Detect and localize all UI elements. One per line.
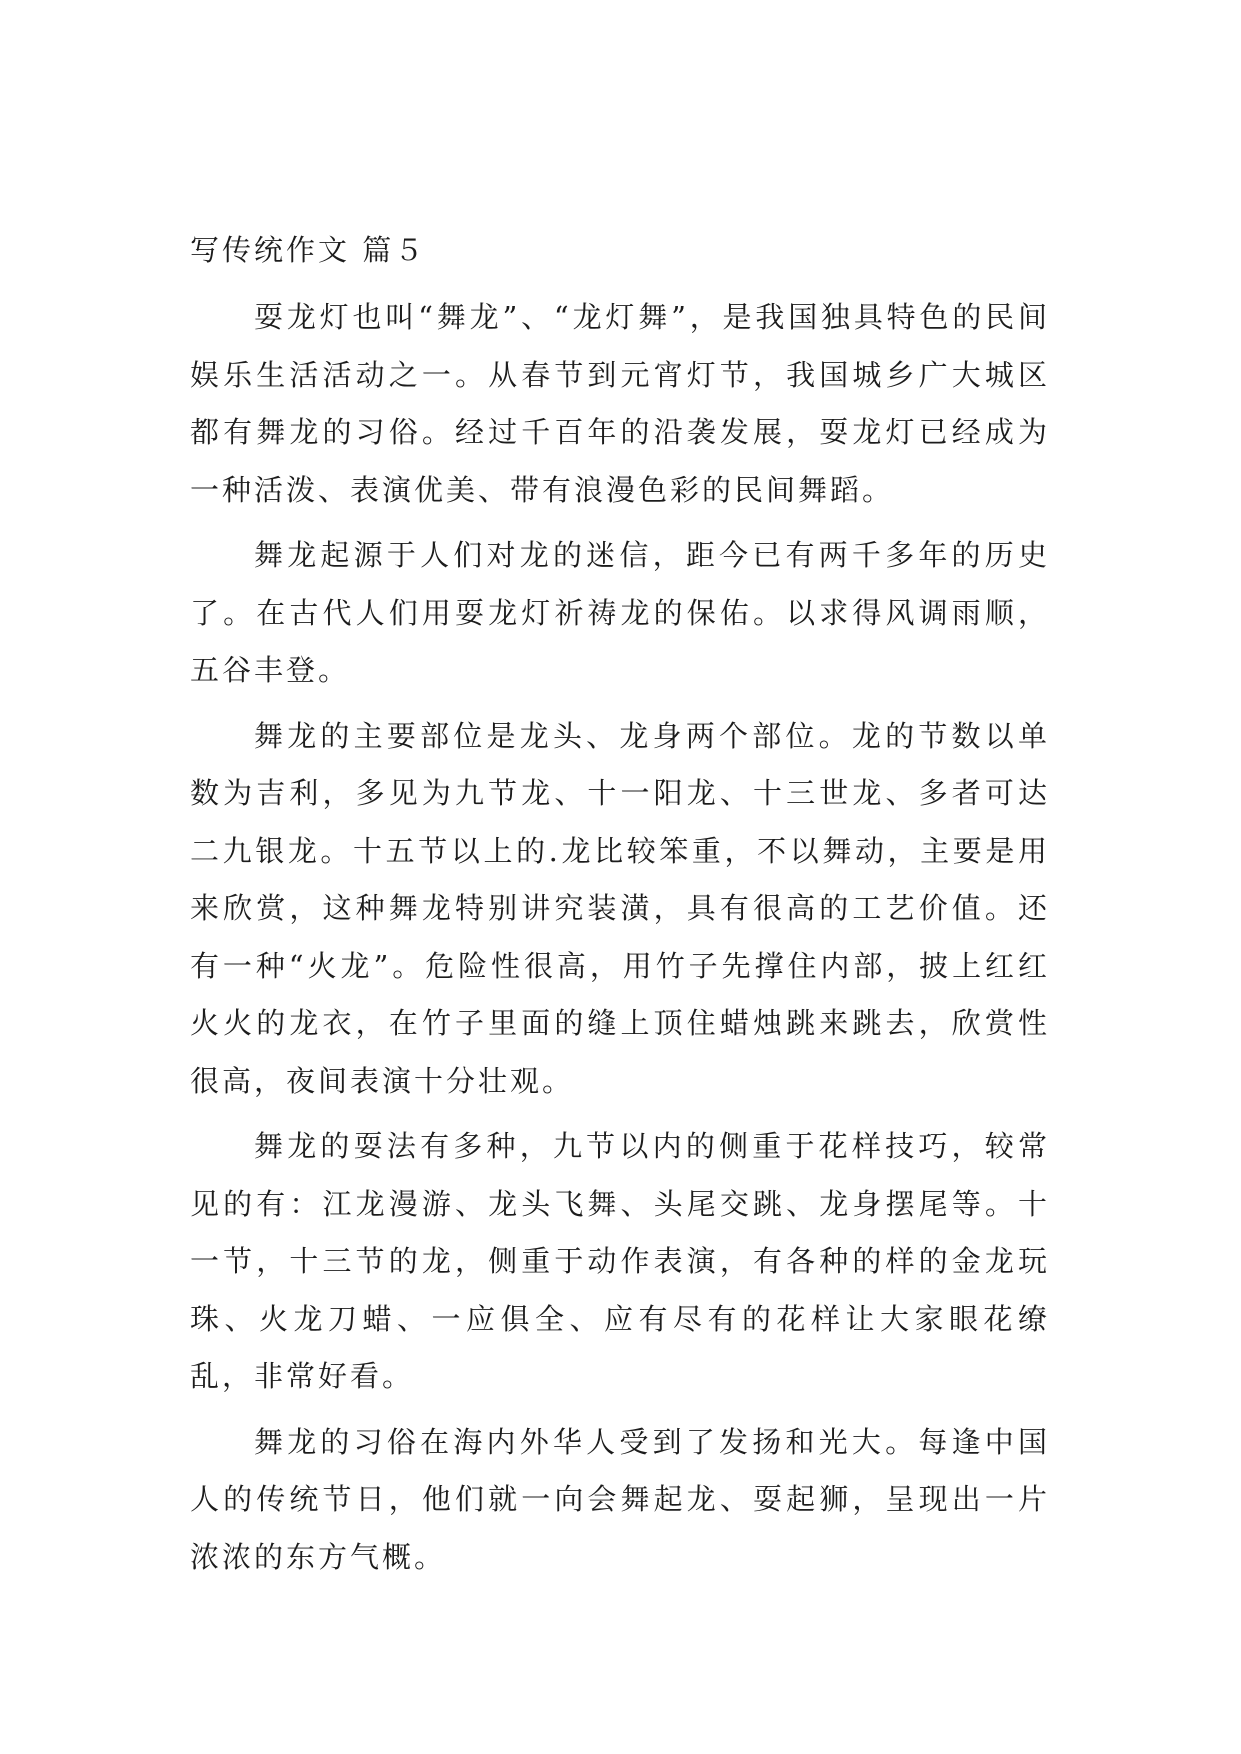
paragraph-5: 舞龙的习俗在海内外华人受到了发扬和光大。每逢中国人的传统节日，他们就一向会舞起龙、耍起狮，呈现出一片浓浓的东方气概。 <box>190 1424 1050 1574</box>
paragraph-2: 舞龙起源于人们对龙的迷信，距今已有两千多年的历史了。在古代人们用耍龙灯祈祷龙的保佑。以求得风调雨顺，五谷丰登。 <box>190 538 1050 687</box>
paragraph-4: 舞龙的耍法有多种，九节以内的侧重于花样技巧，较常见的有：江龙漫游、龙头飞舞、头尾交跳、龙身摆尾等。十一节，十三节的龙，侧重于动作表演，有各种的样的金龙玩珠、火龙刀蜡、一应俱全、应有尽有的花样让大家眼花缭乱，非常好看。 <box>190 1129 1050 1393</box>
paragraph-3: 舞龙的主要部位是龙头、龙身两个部位。龙的节数以单数为吉利，多见为九节龙、十一阳龙、十三世龙、多者可达二九银龙。十五节以上的.龙比较笨重，不以舞动，主要是用来欣赏，这种舞龙特别讲究装潢，具有很高的工艺价值。还有一种“火龙”。危险性很高，用竹子先撑住内部，披上红红火火的龙衣，在竹子里面的缝上顶住蜡烛跳来跳去，欣赏性很高，夜间表演十分壮观。 <box>190 718 1050 1098</box>
paragraph-1: 耍龙灯也叫“舞龙”、“龙灯舞”，是我国独具特色的民间娱乐生活活动之一。从春节到元宵灯节，我国城乡广大城区都有舞龙的习俗。经过千百年的沿袭发展，耍龙灯已经成为一种活泼、表演优美、带有浪漫色彩的民间舞蹈。 <box>190 300 1050 507</box>
document-body <box>190 224 1050 1594</box>
essay-title: 写传统作文 篇５ <box>190 233 427 267</box>
